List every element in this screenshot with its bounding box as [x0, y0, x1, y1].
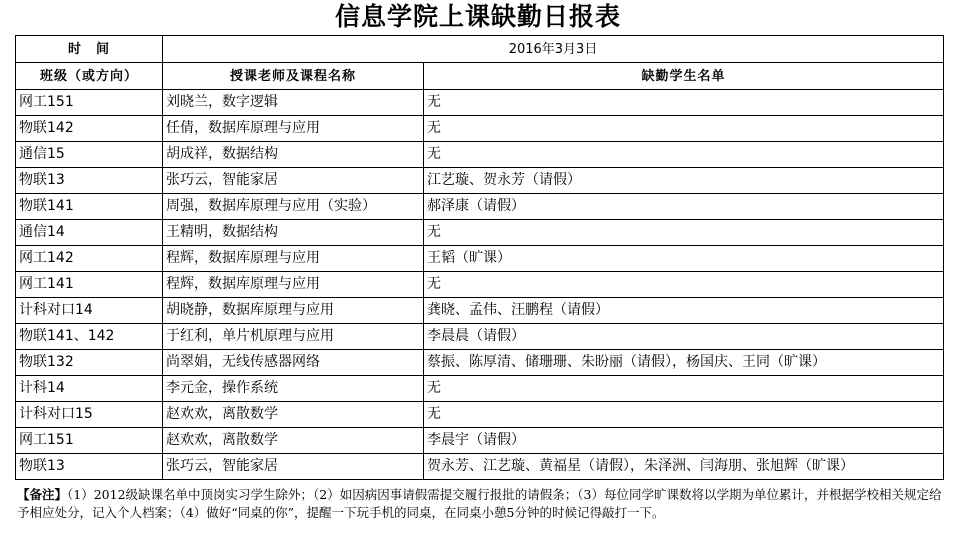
table-row	[16, 90, 944, 116]
report-date: 2016年3月3日	[163, 36, 944, 63]
teacher-course-cell: 刘晓兰，数字逻辑	[163, 90, 424, 116]
class-cell: 物联13	[16, 168, 163, 194]
table-row	[16, 324, 944, 350]
class-cell: 通信14	[16, 220, 163, 246]
table-row	[16, 376, 944, 402]
absent-students-cell: 郝泽康（请假）	[424, 194, 944, 220]
absent-students-cell: 贺永芳、江艺璇、黄福星（请假），朱泽洲、闫海朋、张旭辉（旷课）	[424, 454, 944, 480]
table-row	[16, 142, 944, 168]
class-cell: 物联13	[16, 454, 163, 480]
teacher-course-cell: 赵欢欢，离散数学	[163, 402, 424, 428]
teacher-course-cell: 于红利，单片机原理与应用	[163, 324, 424, 350]
absent-students-cell: 王韬（旷课）	[424, 246, 944, 272]
absent-students-cell: 无	[424, 90, 944, 116]
class-cell: 网工141	[16, 272, 163, 298]
teacher-course-cell: 王精明，数据结构	[163, 220, 424, 246]
time-label: 时 间	[16, 36, 163, 63]
absent-students-cell: 无	[424, 142, 944, 168]
absent-students-cell: 江艺璇、贺永芳（请假）	[424, 168, 944, 194]
class-cell: 计科对口14	[16, 298, 163, 324]
column-header-row	[16, 63, 944, 90]
absent-students-cell: 李晨晨（请假）	[424, 324, 944, 350]
teacher-course-cell: 尚翠娟，无线传感器网络	[163, 350, 424, 376]
date-row	[16, 36, 944, 63]
teacher-course-cell: 胡成祥，数据结构	[163, 142, 424, 168]
table-row	[16, 272, 944, 298]
absent-students-cell: 蔡振、陈厚清、储珊珊、朱盼丽（请假），杨国庆、王同（旷课）	[424, 350, 944, 376]
teacher-course-cell: 程辉，数据库原理与应用	[163, 272, 424, 298]
absent-students-cell: 无	[424, 116, 944, 142]
class-cell: 计科14	[16, 376, 163, 402]
table-row	[16, 220, 944, 246]
remarks-label: 【备注】	[17, 487, 68, 502]
class-cell: 物联141	[16, 194, 163, 220]
table-row	[16, 246, 944, 272]
remarks-text: （1）2012级缺课名单中顶岗实习学生除外；（2）如因病因事请假需提交履行报批的请假条；（3）每位同学旷课数将以学期为单位累计，并根据学校相关规定给予相应处分，记入个人档案；（4）做好“同桌的你”，提醒一下玩手机的同桌，在同桌小憩5分钟的时候记得敲打一下。	[17, 487, 942, 520]
class-cell: 网工142	[16, 246, 163, 272]
class-cell: 计科对口15	[16, 402, 163, 428]
class-cell: 网工151	[16, 90, 163, 116]
table-row	[16, 350, 944, 376]
table-row	[16, 194, 944, 220]
teacher-course-cell: 任倩，数据库原理与应用	[163, 116, 424, 142]
teacher-course-cell: 张巧云，智能家居	[163, 454, 424, 480]
teacher-course-cell: 赵欢欢，离散数学	[163, 428, 424, 454]
teacher-course-cell: 胡晓静，数据库原理与应用	[163, 298, 424, 324]
class-cell: 通信15	[16, 142, 163, 168]
teacher-course-cell: 程辉，数据库原理与应用	[163, 246, 424, 272]
column-header-teacher: 授课老师及课程名称	[163, 63, 424, 90]
class-cell: 物联141、142	[16, 324, 163, 350]
teacher-course-cell: 周强，数据库原理与应用（实验）	[163, 194, 424, 220]
column-header-class: 班级（或方向）	[16, 63, 163, 90]
class-cell: 网工151	[16, 428, 163, 454]
absent-students-cell: 无	[424, 402, 944, 428]
attendance-table	[15, 35, 944, 480]
absent-students-cell: 龚晓、孟伟、汪鹏程（请假）	[424, 298, 944, 324]
teacher-course-cell: 李元金，操作系统	[163, 376, 424, 402]
table-row	[16, 402, 944, 428]
column-header-absent: 缺勤学生名单	[424, 63, 944, 90]
absent-students-cell: 无	[424, 220, 944, 246]
absent-students-cell: 无	[424, 272, 944, 298]
absent-students-cell: 李晨宇（请假）	[424, 428, 944, 454]
table-row	[16, 428, 944, 454]
class-cell: 物联132	[16, 350, 163, 376]
table-row	[16, 168, 944, 194]
teacher-course-cell: 张巧云，智能家居	[163, 168, 424, 194]
absent-students-cell: 无	[424, 376, 944, 402]
remarks	[17, 486, 943, 522]
report-title: 信息学院上课缺勤日报表	[334, 2, 621, 31]
class-cell: 物联142	[16, 116, 163, 142]
table-row	[16, 454, 944, 480]
table-row	[16, 298, 944, 324]
table-row	[16, 116, 944, 142]
